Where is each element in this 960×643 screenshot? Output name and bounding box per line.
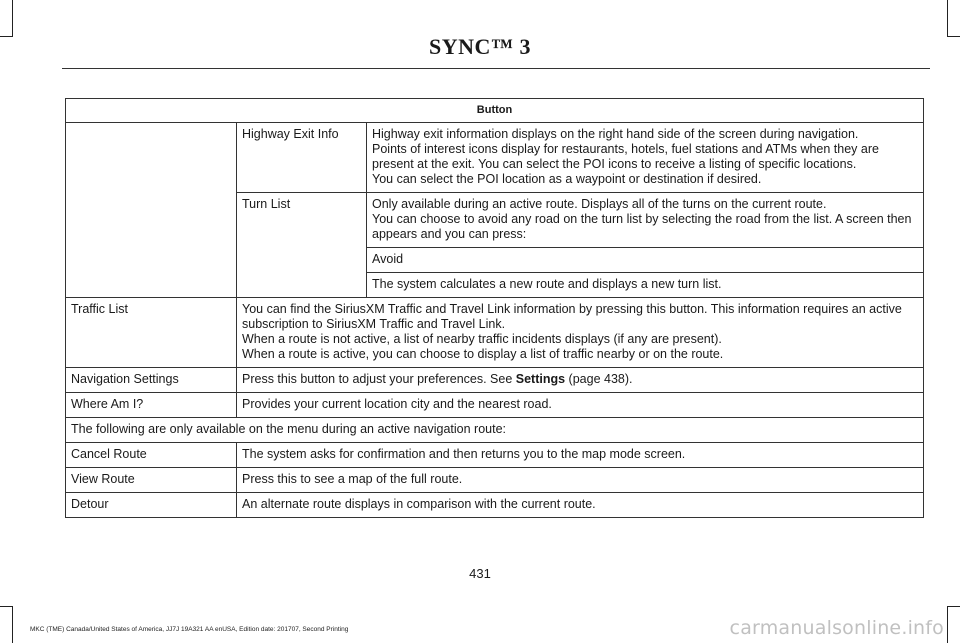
table-row — [66, 368, 924, 393]
table-row — [66, 443, 924, 468]
highway-exit-label: Highway Exit Info — [237, 123, 367, 193]
highway-exit-desc — [367, 123, 924, 193]
table-row — [66, 468, 924, 493]
button-table — [65, 98, 924, 518]
turn-list-label: Turn List — [237, 193, 367, 298]
table-heading: Button — [66, 99, 924, 123]
table-row — [66, 123, 924, 193]
settings-page-link[interactable]: Settings — [515, 372, 566, 386]
crop-mark-bottom-left — [0, 606, 13, 643]
desc-prefix: Press this button to adjust your preferences. See — [242, 372, 516, 386]
crop-mark-bottom-right — [947, 606, 960, 643]
cancel-route-desc: The system asks for confirmation and then returns you to the map mode screen. — [237, 443, 924, 468]
traffic-list-desc — [237, 298, 924, 368]
table-row — [66, 393, 924, 418]
text-line: You can select the POI location as a waypoint or destination if desired. — [372, 172, 762, 186]
where-am-i-label: Where Am I? — [66, 393, 237, 418]
text-line: You can find the SiriusXM Traffic and Travel Link information by pressing this button. This information requires an active subscription to SiriusXM Traffic and Travel Link. — [242, 302, 902, 331]
avoid-desc: The system calculates a new route and displays a new turn list. — [367, 273, 924, 298]
table-row — [66, 418, 924, 443]
avoid-label: Avoid — [367, 248, 924, 273]
edition-footer: MKC (TME) Canada/United States of America, JJ7J 19A321 AA enUSA, Edition date: 201707, Second Printing — [30, 626, 349, 633]
text-line: Only available during an active route. Displays all of the turns on the current route. — [372, 197, 827, 211]
table-row — [66, 298, 924, 368]
cancel-route-label: Cancel Route — [66, 443, 237, 468]
detour-label: Detour — [66, 493, 237, 518]
page-number: 431 — [469, 566, 491, 581]
page-title: SYNC™ 3 — [429, 34, 531, 59]
table-row — [66, 493, 924, 518]
text-line: Points of interest icons display for restaurants, hotels, fuel stations and ATMs when they are present at the exit. You can select the POI icons to receive a listing of specific locations. — [372, 142, 879, 171]
text-line: When a route is not active, a list of nearby traffic incidents displays (if any are present). — [242, 332, 722, 346]
text-line: When a route is active, you can choose to display a list of traffic nearby or on the route. — [242, 347, 724, 361]
where-am-i-desc: Provides your current location city and the nearest road. — [237, 393, 924, 418]
watermark-link[interactable]: carmanualsonline.info — [729, 617, 944, 639]
crop-mark-top-left — [0, 0, 13, 37]
desc-suffix: (page 438). — [565, 372, 633, 386]
view-route-desc: Press this to see a map of the full route. — [237, 468, 924, 493]
crop-mark-top-right — [947, 0, 960, 37]
header-divider — [62, 68, 930, 69]
turn-list-desc — [367, 193, 924, 248]
blank-cell — [66, 123, 237, 298]
text-line: Highway exit information displays on the right hand side of the screen during navigation. — [372, 127, 859, 141]
traffic-list-label: Traffic List — [66, 298, 237, 368]
active-route-note: The following are only available on the menu during an active navigation route: — [66, 418, 924, 443]
navigation-settings-desc — [237, 368, 924, 393]
view-route-label: View Route — [66, 468, 237, 493]
navigation-settings-label: Navigation Settings — [66, 368, 237, 393]
detour-desc: An alternate route displays in comparison with the current route. — [237, 493, 924, 518]
text-line: You can choose to avoid any road on the turn list by selecting the road from the list. A screen then appears and you can press: — [372, 212, 912, 241]
